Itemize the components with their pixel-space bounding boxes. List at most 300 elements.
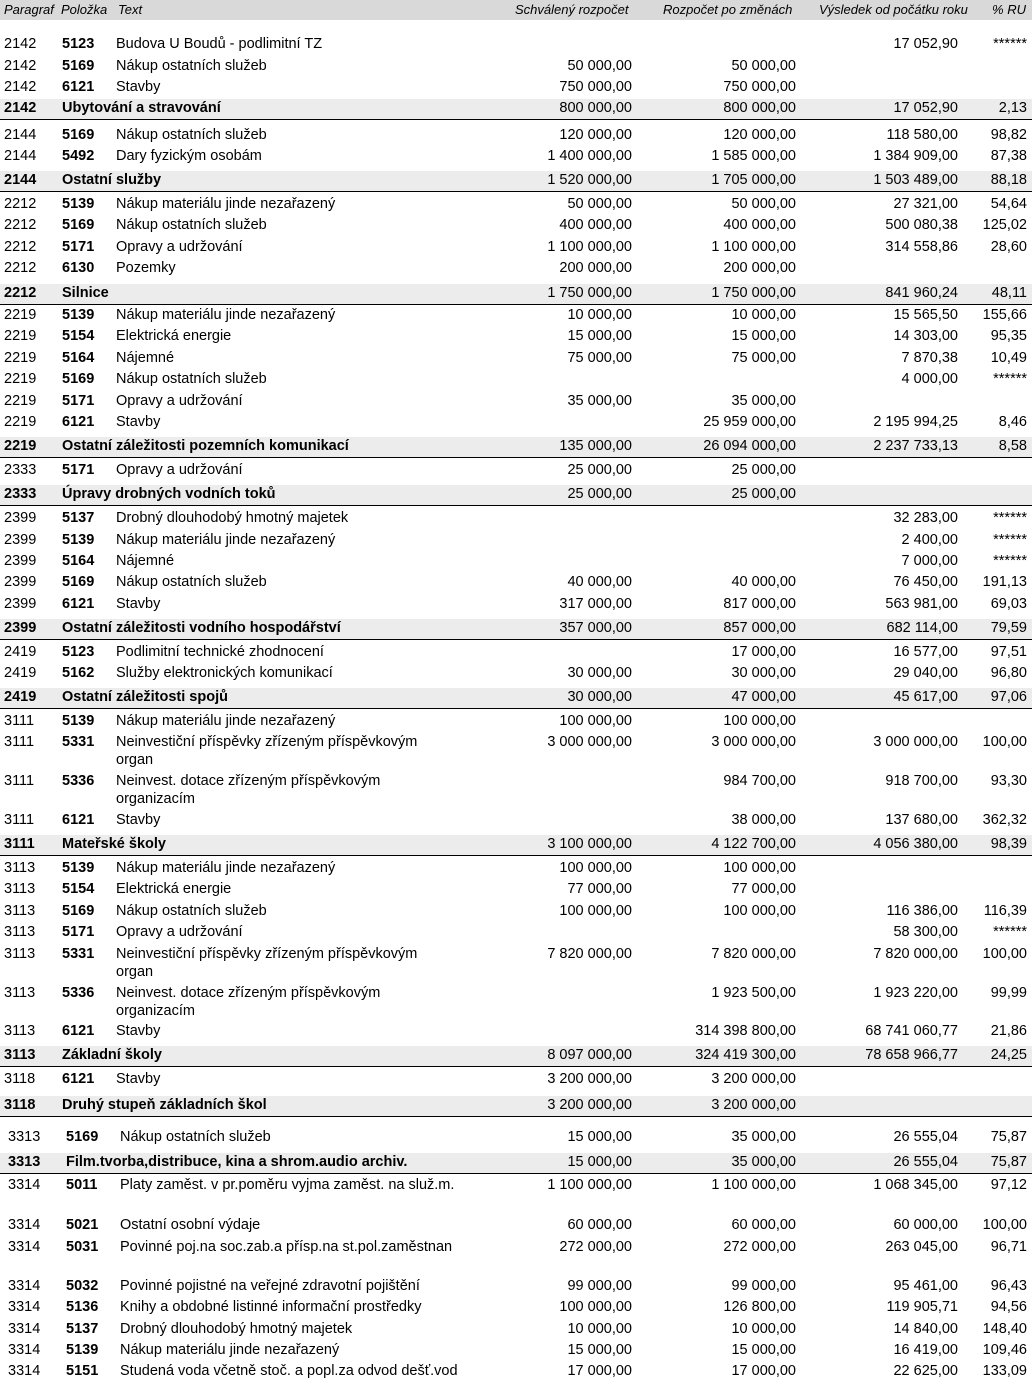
paragraf-cell: 3113 bbox=[4, 860, 36, 876]
polozka-cell: 5139 bbox=[62, 532, 95, 548]
rozpocet-po-zmenach-cell: 120 000,00 bbox=[723, 127, 796, 143]
text-cell: Ostatní osobní výdaje bbox=[120, 1217, 261, 1233]
vysledek-cell: 4 056 380,00 bbox=[873, 836, 958, 852]
vysledek-cell: 1 503 489,00 bbox=[873, 172, 958, 188]
schvaleny-rozpocet-cell: 357 000,00 bbox=[559, 620, 632, 636]
polozka-cell: 6121 bbox=[62, 1071, 95, 1087]
subtotal-row bbox=[0, 1096, 1032, 1117]
rozpocet-po-zmenach-cell: 200 000,00 bbox=[723, 260, 796, 276]
text-cell: Nájemné bbox=[116, 553, 175, 569]
text-cell: Elektrická energie bbox=[116, 328, 232, 344]
text-cell: Neinvestiční příspěvky zřízeným příspěvkovým organ bbox=[116, 946, 418, 980]
rozpocet-po-zmenach-cell: 35 000,00 bbox=[731, 1154, 796, 1170]
paragraf-cell: 3314 bbox=[8, 1217, 41, 1233]
polozka-cell: 5169 bbox=[62, 371, 95, 387]
text-cell: Povinné pojistné na veřejné zdravotní pojištění bbox=[120, 1278, 420, 1294]
paragraf-cell: 3313 bbox=[8, 1154, 41, 1170]
ru-percent-cell: 28,60 bbox=[990, 239, 1027, 255]
rozpocet-po-zmenach-cell: 15 000,00 bbox=[731, 1342, 796, 1358]
schvaleny-rozpocet-cell: 750 000,00 bbox=[559, 79, 632, 95]
schvaleny-rozpocet-cell: 10 000,00 bbox=[567, 307, 632, 323]
vysledek-cell: 314 558,86 bbox=[885, 239, 958, 255]
polozka-cell: 5169 bbox=[62, 574, 95, 590]
ru-percent-cell: 97,12 bbox=[990, 1177, 1027, 1193]
text-cell: Opravy a udržování bbox=[116, 393, 243, 409]
paragraf-cell: 2399 bbox=[4, 553, 37, 569]
polozka-cell: 5336 bbox=[62, 985, 95, 1001]
vysledek-cell: 45 617,00 bbox=[893, 689, 958, 705]
vysledek-cell: 15 565,50 bbox=[893, 307, 958, 323]
vysledek-cell: 17 052,90 bbox=[893, 100, 958, 116]
vysledek-cell: 7 820 000,00 bbox=[873, 946, 958, 962]
text-cell: Elektrická energie bbox=[116, 881, 232, 897]
paragraf-cell: 3113 bbox=[4, 903, 36, 919]
ru-percent-cell: 109,46 bbox=[982, 1342, 1027, 1358]
text-cell: Mateřské školy bbox=[62, 836, 166, 852]
vysledek-cell: 118 580,00 bbox=[886, 127, 958, 143]
text-cell: Nákup ostatních služeb bbox=[116, 903, 267, 919]
rozpocet-po-zmenach-cell: 1 100 000,00 bbox=[711, 1177, 796, 1193]
schvaleny-rozpocet-cell: 60 000,00 bbox=[567, 1217, 632, 1233]
ru-percent-cell: 98,82 bbox=[990, 127, 1027, 143]
paragraf-cell: 2419 bbox=[4, 689, 37, 705]
vysledek-cell: 78 658 966,77 bbox=[865, 1047, 958, 1063]
polozka-cell: 5154 bbox=[62, 328, 95, 344]
text-cell: Silnice bbox=[62, 285, 109, 301]
schvaleny-rozpocet-cell: 99 000,00 bbox=[567, 1278, 632, 1294]
text-cell: Neinvest. dotace zřízeným příspěvkovým organizacím bbox=[116, 773, 381, 807]
text-cell: Ostatní záležitosti vodního hospodářství bbox=[62, 620, 341, 636]
text-cell: Nákup materiálu jinde nezařazený bbox=[116, 196, 336, 212]
ru-percent-cell: 79,59 bbox=[990, 620, 1027, 636]
paragraf-cell: 2399 bbox=[4, 510, 37, 526]
rozpocet-po-zmenach-cell: 17 000,00 bbox=[731, 644, 796, 660]
schvaleny-rozpocet-cell: 800 000,00 bbox=[559, 100, 632, 116]
schvaleny-rozpocet-cell: 3 200 000,00 bbox=[547, 1071, 632, 1087]
rozpocet-po-zmenach-cell: 50 000,00 bbox=[731, 196, 796, 212]
vysledek-cell: 1 068 345,00 bbox=[873, 1177, 958, 1193]
vysledek-cell: 137 680,00 bbox=[885, 812, 958, 828]
schvaleny-rozpocet-cell: 1 520 000,00 bbox=[547, 172, 632, 188]
ru-percent-cell: ****** bbox=[993, 532, 1027, 548]
paragraf-cell: 3118 bbox=[4, 1097, 36, 1113]
polozka-cell: 5011 bbox=[66, 1177, 98, 1193]
text-cell: Stavby bbox=[116, 596, 161, 612]
rozpocet-po-zmenach-cell: 100 000,00 bbox=[723, 903, 796, 919]
rozpocet-po-zmenach-cell: 314 398 800,00 bbox=[695, 1023, 796, 1039]
paragraf-cell: 3113 bbox=[4, 881, 36, 897]
schvaleny-rozpocet-cell: 1 100 000,00 bbox=[547, 1177, 632, 1193]
schvaleny-rozpocet-cell: 1 750 000,00 bbox=[547, 285, 632, 301]
paragraf-cell: 2219 bbox=[4, 438, 37, 454]
rozpocet-po-zmenach-cell: 817 000,00 bbox=[723, 596, 796, 612]
polozka-cell: 5137 bbox=[62, 510, 95, 526]
schvaleny-rozpocet-cell: 75 000,00 bbox=[567, 350, 632, 366]
ru-percent-cell: 10,49 bbox=[990, 350, 1027, 366]
paragraf-cell: 3113 bbox=[4, 1047, 36, 1063]
table-header bbox=[0, 0, 1032, 20]
schvaleny-rozpocet-cell: 272 000,00 bbox=[559, 1239, 632, 1255]
paragraf-cell: 3314 bbox=[8, 1177, 41, 1193]
rozpocet-po-zmenach-cell: 50 000,00 bbox=[731, 58, 796, 74]
text-cell: Stavby bbox=[116, 79, 161, 95]
paragraf-cell: 3314 bbox=[8, 1342, 41, 1358]
schvaleny-rozpocet-cell: 120 000,00 bbox=[559, 127, 632, 143]
vysledek-cell: 29 040,00 bbox=[893, 665, 958, 681]
schvaleny-rozpocet-cell: 1 100 000,00 bbox=[547, 239, 632, 255]
text-cell: Neinvestiční příspěvky zřízeným příspěvkovým organ bbox=[116, 734, 418, 768]
header-vysledek: Výsledek od počátku roku bbox=[819, 2, 968, 17]
text-cell: Nákup materiálu jinde nezařazený bbox=[116, 860, 336, 876]
ru-percent-cell: 95,35 bbox=[990, 328, 1027, 344]
vysledek-cell: 16 577,00 bbox=[893, 644, 958, 660]
polozka-cell: 6121 bbox=[62, 414, 95, 430]
rozpocet-po-zmenach-cell: 324 419 300,00 bbox=[695, 1047, 796, 1063]
rozpocet-po-zmenach-cell: 1 705 000,00 bbox=[711, 172, 796, 188]
ru-percent-cell: 155,66 bbox=[982, 307, 1027, 323]
text-cell: Platy zaměst. v pr.poměru vyjma zaměst. na služ.m. bbox=[120, 1177, 455, 1193]
rozpocet-po-zmenach-cell: 984 700,00 bbox=[723, 773, 796, 789]
ru-percent-cell: 125,02 bbox=[982, 217, 1027, 233]
rozpocet-po-zmenach-cell: 3 200 000,00 bbox=[711, 1097, 796, 1113]
ru-percent-cell: 2,13 bbox=[998, 100, 1027, 116]
schvaleny-rozpocet-cell: 100 000,00 bbox=[559, 860, 632, 876]
paragraf-cell: 2219 bbox=[4, 307, 37, 323]
polozka-cell: 5169 bbox=[62, 127, 95, 143]
polozka-cell: 5137 bbox=[66, 1321, 99, 1337]
paragraf-cell: 2142 bbox=[4, 36, 37, 52]
schvaleny-rozpocet-cell: 3 100 000,00 bbox=[547, 836, 632, 852]
text-cell: Stavby bbox=[116, 812, 161, 828]
rozpocet-po-zmenach-cell: 126 800,00 bbox=[723, 1299, 796, 1315]
ru-percent-cell: ****** bbox=[993, 371, 1027, 387]
polozka-cell: 5336 bbox=[62, 773, 95, 789]
paragraf-cell: 3113 bbox=[4, 1023, 36, 1039]
text-cell: Nákup ostatních služeb bbox=[116, 217, 267, 233]
schvaleny-rozpocet-cell: 317 000,00 bbox=[559, 596, 632, 612]
vysledek-cell: 263 045,00 bbox=[885, 1239, 958, 1255]
vysledek-cell: 76 450,00 bbox=[893, 574, 958, 590]
text-cell: Pozemky bbox=[116, 260, 176, 276]
text-cell: Nákup materiálu jinde nezařazený bbox=[120, 1342, 340, 1358]
paragraf-cell: 2399 bbox=[4, 574, 37, 590]
text-cell: Povinné poj.na soc.zab.a přísp.na st.pol.zaměstnan bbox=[120, 1239, 453, 1255]
polozka-cell: 6121 bbox=[62, 1023, 95, 1039]
ru-percent-cell: 8,58 bbox=[998, 438, 1027, 454]
ru-percent-cell: 97,51 bbox=[990, 644, 1027, 660]
ru-percent-cell: 116,39 bbox=[983, 903, 1027, 919]
paragraf-cell: 2212 bbox=[4, 239, 37, 255]
text-cell: Opravy a udržování bbox=[116, 924, 243, 940]
vysledek-cell: 682 114,00 bbox=[886, 620, 958, 636]
vysledek-cell: 26 555,04 bbox=[893, 1129, 958, 1145]
paragraf-cell: 3111 bbox=[4, 773, 35, 789]
vysledek-cell: 68 741 060,77 bbox=[865, 1023, 958, 1039]
schvaleny-rozpocet-cell: 40 000,00 bbox=[567, 574, 632, 590]
paragraf-cell: 2399 bbox=[4, 620, 37, 636]
paragraf-cell: 3314 bbox=[8, 1239, 41, 1255]
text-cell: Drobný dlouhodobý hmotný majetek bbox=[120, 1321, 353, 1337]
text-cell: Podlimitní technické zhodnocení bbox=[116, 644, 324, 660]
text-cell: Drobný dlouhodobý hmotný majetek bbox=[116, 510, 349, 526]
rozpocet-po-zmenach-cell: 1 750 000,00 bbox=[711, 285, 796, 301]
ru-percent-cell: ****** bbox=[993, 553, 1027, 569]
schvaleny-rozpocet-cell: 1 400 000,00 bbox=[547, 148, 632, 164]
rozpocet-po-zmenach-cell: 100 000,00 bbox=[723, 713, 796, 729]
text-cell: Stavby bbox=[116, 1071, 161, 1087]
ru-percent-cell: ****** bbox=[993, 924, 1027, 940]
text-cell: Nákup materiálu jinde nezařazený bbox=[116, 307, 336, 323]
paragraf-cell: 2219 bbox=[4, 371, 37, 387]
schvaleny-rozpocet-cell: 77 000,00 bbox=[567, 881, 632, 897]
rozpocet-po-zmenach-cell: 40 000,00 bbox=[731, 574, 796, 590]
rozpocet-po-zmenach-cell: 17 000,00 bbox=[731, 1363, 796, 1379]
text-cell: Ostatní služby bbox=[62, 172, 162, 188]
rozpocet-po-zmenach-cell: 7 820 000,00 bbox=[711, 946, 796, 962]
text-cell: Nákup materiálu jinde nezařazený bbox=[116, 532, 336, 548]
subtotal-row bbox=[0, 171, 1032, 192]
paragraf-cell: 3113 bbox=[4, 924, 36, 940]
polozka-cell: 5331 bbox=[62, 946, 95, 962]
vysledek-cell: 14 840,00 bbox=[893, 1321, 958, 1337]
ru-percent-cell: 75,87 bbox=[990, 1129, 1027, 1145]
polozka-cell: 5123 bbox=[62, 644, 95, 660]
schvaleny-rozpocet-cell: 17 000,00 bbox=[567, 1363, 632, 1379]
header-polozka: Položka bbox=[61, 2, 108, 17]
rozpocet-po-zmenach-cell: 35 000,00 bbox=[731, 393, 796, 409]
paragraf-cell: 3111 bbox=[4, 812, 35, 828]
text-cell: Opravy a udržování bbox=[116, 462, 243, 478]
schvaleny-rozpocet-cell: 35 000,00 bbox=[567, 393, 632, 409]
rozpocet-po-zmenach-cell: 1 100 000,00 bbox=[711, 239, 796, 255]
schvaleny-rozpocet-cell: 135 000,00 bbox=[559, 438, 632, 454]
paragraf-cell: 3314 bbox=[8, 1363, 41, 1379]
polozka-cell: 5162 bbox=[62, 665, 95, 681]
text-cell: Úpravy drobných vodních toků bbox=[62, 486, 276, 502]
rozpocet-po-zmenach-cell: 1 923 500,00 bbox=[711, 985, 796, 1001]
rozpocet-po-zmenach-cell: 3 000 000,00 bbox=[711, 734, 796, 750]
ru-percent-cell: 48,11 bbox=[991, 285, 1027, 301]
paragraf-cell: 3111 bbox=[4, 836, 35, 852]
paragraf-cell: 3314 bbox=[8, 1278, 41, 1294]
subtotal-row bbox=[0, 835, 1032, 856]
polozka-cell: 5139 bbox=[62, 307, 95, 323]
vysledek-cell: 2 237 733,13 bbox=[873, 438, 958, 454]
ru-percent-cell: 133,09 bbox=[982, 1363, 1027, 1379]
polozka-cell: 5136 bbox=[66, 1299, 99, 1315]
vysledek-cell: 1 923 220,00 bbox=[873, 985, 958, 1001]
text-cell: Služby elektronických komunikací bbox=[116, 665, 333, 681]
polozka-cell: 5021 bbox=[66, 1217, 99, 1233]
ru-percent-cell: 24,25 bbox=[990, 1047, 1027, 1063]
ru-percent-cell: 93,30 bbox=[990, 773, 1027, 789]
text-cell: Stavby bbox=[116, 1023, 161, 1039]
rozpocet-po-zmenach-cell: 272 000,00 bbox=[723, 1239, 796, 1255]
vysledek-cell: 95 461,00 bbox=[893, 1278, 958, 1294]
paragraf-cell: 2212 bbox=[4, 260, 37, 276]
paragraf-cell: 2142 bbox=[4, 100, 37, 116]
paragraf-cell: 2142 bbox=[4, 58, 37, 74]
text-cell: Knihy a obdobné listinné informační prostředky bbox=[120, 1299, 422, 1315]
paragraf-cell: 3314 bbox=[8, 1321, 41, 1337]
polozka-cell: 5164 bbox=[62, 350, 95, 366]
polozka-cell: 5164 bbox=[62, 553, 95, 569]
rozpocet-po-zmenach-cell: 800 000,00 bbox=[723, 100, 796, 116]
paragraf-cell: 2219 bbox=[4, 414, 37, 430]
text-cell: Opravy a udržování bbox=[116, 239, 243, 255]
subtotal-row bbox=[0, 619, 1032, 640]
text-cell: Ubytování a stravování bbox=[62, 100, 221, 116]
vysledek-cell: 116 386,00 bbox=[886, 903, 958, 919]
polozka-cell: 5331 bbox=[62, 734, 95, 750]
vysledek-cell: 3 000 000,00 bbox=[873, 734, 958, 750]
polozka-cell: 6130 bbox=[62, 260, 95, 276]
paragraf-cell: 2419 bbox=[4, 665, 37, 681]
vysledek-cell: 563 981,00 bbox=[885, 596, 958, 612]
text-cell: Nákup ostatních služeb bbox=[116, 371, 267, 387]
polozka-cell: 5169 bbox=[62, 58, 95, 74]
schvaleny-rozpocet-cell: 8 097 000,00 bbox=[547, 1047, 632, 1063]
polozka-cell: 5139 bbox=[62, 196, 95, 212]
ru-percent-cell: 100,00 bbox=[982, 734, 1027, 750]
paragraf-cell: 2399 bbox=[4, 532, 37, 548]
ru-percent-cell: 96,71 bbox=[990, 1239, 1027, 1255]
polozka-cell: 6121 bbox=[62, 596, 95, 612]
text-cell: Nákup ostatních služeb bbox=[116, 127, 267, 143]
subtotal-row bbox=[0, 1046, 1032, 1067]
schvaleny-rozpocet-cell: 30 000,00 bbox=[567, 665, 632, 681]
ru-percent-cell: 21,86 bbox=[990, 1023, 1027, 1039]
paragraf-cell: 2212 bbox=[4, 217, 37, 233]
paragraf-cell: 3314 bbox=[8, 1299, 41, 1315]
rozpocet-po-zmenach-cell: 10 000,00 bbox=[731, 1321, 796, 1337]
polozka-cell: 5139 bbox=[62, 713, 95, 729]
rozpocet-po-zmenach-cell: 77 000,00 bbox=[731, 881, 796, 897]
schvaleny-rozpocet-cell: 400 000,00 bbox=[559, 217, 632, 233]
vysledek-cell: 1 384 909,00 bbox=[873, 148, 958, 164]
ru-percent-cell: 98,39 bbox=[990, 836, 1027, 852]
text-cell: Nájemné bbox=[116, 350, 175, 366]
ru-percent-cell: ****** bbox=[993, 510, 1027, 526]
paragraf-cell: 2419 bbox=[4, 644, 37, 660]
rozpocet-po-zmenach-cell: 25 959 000,00 bbox=[703, 414, 796, 430]
ru-percent-cell: 191,13 bbox=[982, 574, 1027, 590]
paragraf-cell: 3313 bbox=[8, 1129, 41, 1145]
paragraf-cell: 3118 bbox=[4, 1071, 36, 1087]
polozka-cell: 5151 bbox=[66, 1363, 99, 1379]
schvaleny-rozpocet-cell: 3 200 000,00 bbox=[547, 1097, 632, 1113]
schvaleny-rozpocet-cell: 25 000,00 bbox=[567, 486, 632, 502]
subtotal-row bbox=[0, 99, 1032, 120]
polozka-cell: 5171 bbox=[62, 924, 95, 940]
vysledek-cell: 4 000,00 bbox=[901, 371, 958, 387]
rozpocet-po-zmenach-cell: 35 000,00 bbox=[731, 1129, 796, 1145]
polozka-cell: 6121 bbox=[62, 812, 95, 828]
vysledek-cell: 918 700,00 bbox=[885, 773, 958, 789]
rozpocet-po-zmenach-cell: 1 585 000,00 bbox=[711, 148, 796, 164]
paragraf-cell: 2219 bbox=[4, 393, 37, 409]
paragraf-cell: 2219 bbox=[4, 328, 37, 344]
rozpocet-po-zmenach-cell: 857 000,00 bbox=[723, 620, 796, 636]
schvaleny-rozpocet-cell: 7 820 000,00 bbox=[547, 946, 632, 962]
text-cell: Nákup ostatních služeb bbox=[116, 574, 267, 590]
rozpocet-po-zmenach-cell: 25 000,00 bbox=[731, 486, 796, 502]
vysledek-cell: 17 052,90 bbox=[893, 36, 958, 52]
rozpocet-po-zmenach-cell: 25 000,00 bbox=[731, 462, 796, 478]
rozpocet-po-zmenach-cell: 99 000,00 bbox=[731, 1278, 796, 1294]
header-ru-percent: % RU bbox=[992, 2, 1026, 17]
ru-percent-cell: ****** bbox=[993, 36, 1027, 52]
paragraf-cell: 3113 bbox=[4, 985, 36, 1001]
ru-percent-cell: 148,40 bbox=[982, 1321, 1027, 1337]
rozpocet-po-zmenach-cell: 15 000,00 bbox=[731, 328, 796, 344]
text-cell: Ostatní záležitosti spojů bbox=[62, 689, 228, 705]
schvaleny-rozpocet-cell: 100 000,00 bbox=[559, 713, 632, 729]
polozka-cell: 5169 bbox=[66, 1129, 99, 1145]
vysledek-cell: 119 905,71 bbox=[886, 1299, 958, 1315]
header-paragraf: Paragraf bbox=[4, 2, 54, 17]
paragraf-cell: 2333 bbox=[4, 486, 37, 502]
ru-percent-cell: 69,03 bbox=[990, 596, 1027, 612]
polozka-cell: 6121 bbox=[62, 79, 95, 95]
ru-percent-cell: 362,32 bbox=[982, 812, 1027, 828]
text-cell: Budova U Boudů - podlimitní TZ bbox=[116, 36, 323, 52]
schvaleny-rozpocet-cell: 100 000,00 bbox=[559, 903, 632, 919]
subtotal-row bbox=[0, 1153, 1032, 1174]
schvaleny-rozpocet-cell: 25 000,00 bbox=[567, 462, 632, 478]
text-cell: Nákup ostatních služeb bbox=[116, 58, 267, 74]
ru-percent-cell: 8,46 bbox=[998, 414, 1027, 430]
paragraf-cell: 2144 bbox=[4, 172, 37, 188]
schvaleny-rozpocet-cell: 15 000,00 bbox=[567, 1129, 632, 1145]
text-cell: Studená voda včetně stoč. a popl.za odvod dešť.vod bbox=[120, 1363, 458, 1379]
ru-percent-cell: 100,00 bbox=[982, 946, 1027, 962]
paragraf-cell: 2399 bbox=[4, 596, 37, 612]
rozpocet-po-zmenach-cell: 750 000,00 bbox=[723, 79, 796, 95]
text-cell: Druhý stupeň základních škol bbox=[62, 1097, 267, 1113]
polozka-cell: 5171 bbox=[62, 393, 95, 409]
rozpocet-po-zmenach-cell: 3 200 000,00 bbox=[711, 1071, 796, 1087]
paragraf-cell: 2219 bbox=[4, 350, 37, 366]
ru-percent-cell: 75,87 bbox=[990, 1154, 1027, 1170]
polozka-cell: 5031 bbox=[66, 1239, 99, 1255]
vysledek-cell: 26 555,04 bbox=[893, 1154, 958, 1170]
paragraf-cell: 3111 bbox=[4, 713, 35, 729]
paragraf-cell: 3113 bbox=[4, 946, 36, 962]
text-cell: Nákup materiálu jinde nezařazený bbox=[116, 713, 336, 729]
vysledek-cell: 7 870,38 bbox=[901, 350, 958, 366]
ru-percent-cell: 96,43 bbox=[990, 1278, 1027, 1294]
ru-percent-cell: 87,38 bbox=[990, 148, 1027, 164]
rozpocet-po-zmenach-cell: 38 000,00 bbox=[731, 812, 796, 828]
rozpocet-po-zmenach-cell: 47 000,00 bbox=[731, 689, 796, 705]
paragraf-cell: 2144 bbox=[4, 127, 37, 143]
schvaleny-rozpocet-cell: 30 000,00 bbox=[567, 689, 632, 705]
vysledek-cell: 500 080,38 bbox=[885, 217, 958, 233]
rozpocet-po-zmenach-cell: 100 000,00 bbox=[723, 860, 796, 876]
ru-percent-cell: 94,56 bbox=[990, 1299, 1027, 1315]
rozpocet-po-zmenach-cell: 60 000,00 bbox=[731, 1217, 796, 1233]
schvaleny-rozpocet-cell: 15 000,00 bbox=[567, 328, 632, 344]
schvaleny-rozpocet-cell: 3 000 000,00 bbox=[547, 734, 632, 750]
polozka-cell: 5154 bbox=[62, 881, 95, 897]
vysledek-cell: 22 625,00 bbox=[893, 1363, 958, 1379]
ru-percent-cell: 100,00 bbox=[982, 1217, 1027, 1233]
subtotal-row bbox=[0, 688, 1032, 709]
polozka-cell: 5032 bbox=[66, 1278, 99, 1294]
schvaleny-rozpocet-cell: 10 000,00 bbox=[567, 1321, 632, 1337]
ru-percent-cell: 97,06 bbox=[990, 689, 1027, 705]
